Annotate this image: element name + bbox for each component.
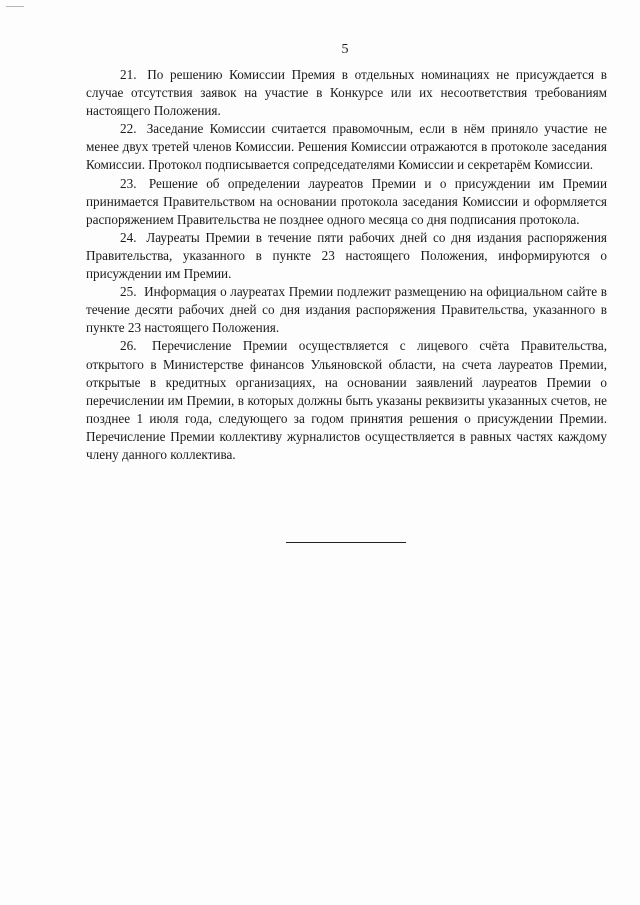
paragraph-text: Заседание Комиссии считается правомочным, если в нём приняло участие не менее двух третей членов Комиссии. Решения Комиссии отражаются в протоколе заседания Комиссии. Протокол подписывается сопредседателями Комиссии и секретарём Комиссии. — [86, 121, 608, 173]
paragraph-number: 21. — [120, 67, 137, 82]
paragraph-number: 24. — [120, 229, 137, 245]
paragraph-text: Информация о лауреатах Премии подлежит размещению на официальном сайте в течение десяти рабочих дней со дня издания распоряжения Правительства, указанного в пункте 23 настоящего Положения. — [86, 284, 607, 336]
paragraph-text: По решению Комиссии Премия в отдельных номинациях не присуждается в случае отсутствия заявок на участие в Конкурсе или их несоответствия требованиям настоящего Положения. — [86, 67, 608, 119]
scan-corner-mark — [6, 6, 24, 7]
page-number: 5 — [341, 42, 349, 57]
paragraph-number: 25. — [120, 284, 137, 300]
paragraph-text: Лауреаты Премии в течение пяти рабочих дней со дня издания распоряжения Правительства, указанного в пункте 23 настоящего Положения, информируются о присуждении им Премии. — [86, 229, 608, 282]
paragraph-text: Перечисление Премии осуществляется с лицевого счёта Правительства, открытого в Министерстве финансов Ульяновской области, на счета лауреатов Премии, открытые в кредитных организациях, на основании заявлений лауреатов Премии о перечислении им Премии, в которых должны быть указаны реквизиты указанных счетов, не позднее 1 июля года, следующего за годом принятия решения о присуждении Премии. Перечисление Премии коллективу журналистов осуществляется в равных частях каждому члену данного коллектива. — [86, 338, 608, 462]
paragraph-23 — [86, 175, 607, 229]
paragraph-number: 26. — [120, 338, 137, 354]
paragraph-21 — [86, 66, 607, 120]
paragraph-text: Решение об определении лауреатов Премии и о присуждении им Премии принимается Правительством на основании протокола заседания Комиссии и оформляется распоряжением Правительства не позднее одного месяца со дня подписания протокола. — [86, 175, 608, 227]
paragraph-number: 22. — [120, 121, 137, 137]
paragraph-26 — [86, 337, 607, 464]
paragraph-25 — [86, 283, 607, 337]
paragraph-number: 23. — [120, 175, 137, 191]
closing-rule — [286, 542, 406, 543]
paragraph-24 — [86, 229, 607, 283]
document-body — [86, 66, 607, 464]
paragraph-22 — [86, 120, 607, 174]
